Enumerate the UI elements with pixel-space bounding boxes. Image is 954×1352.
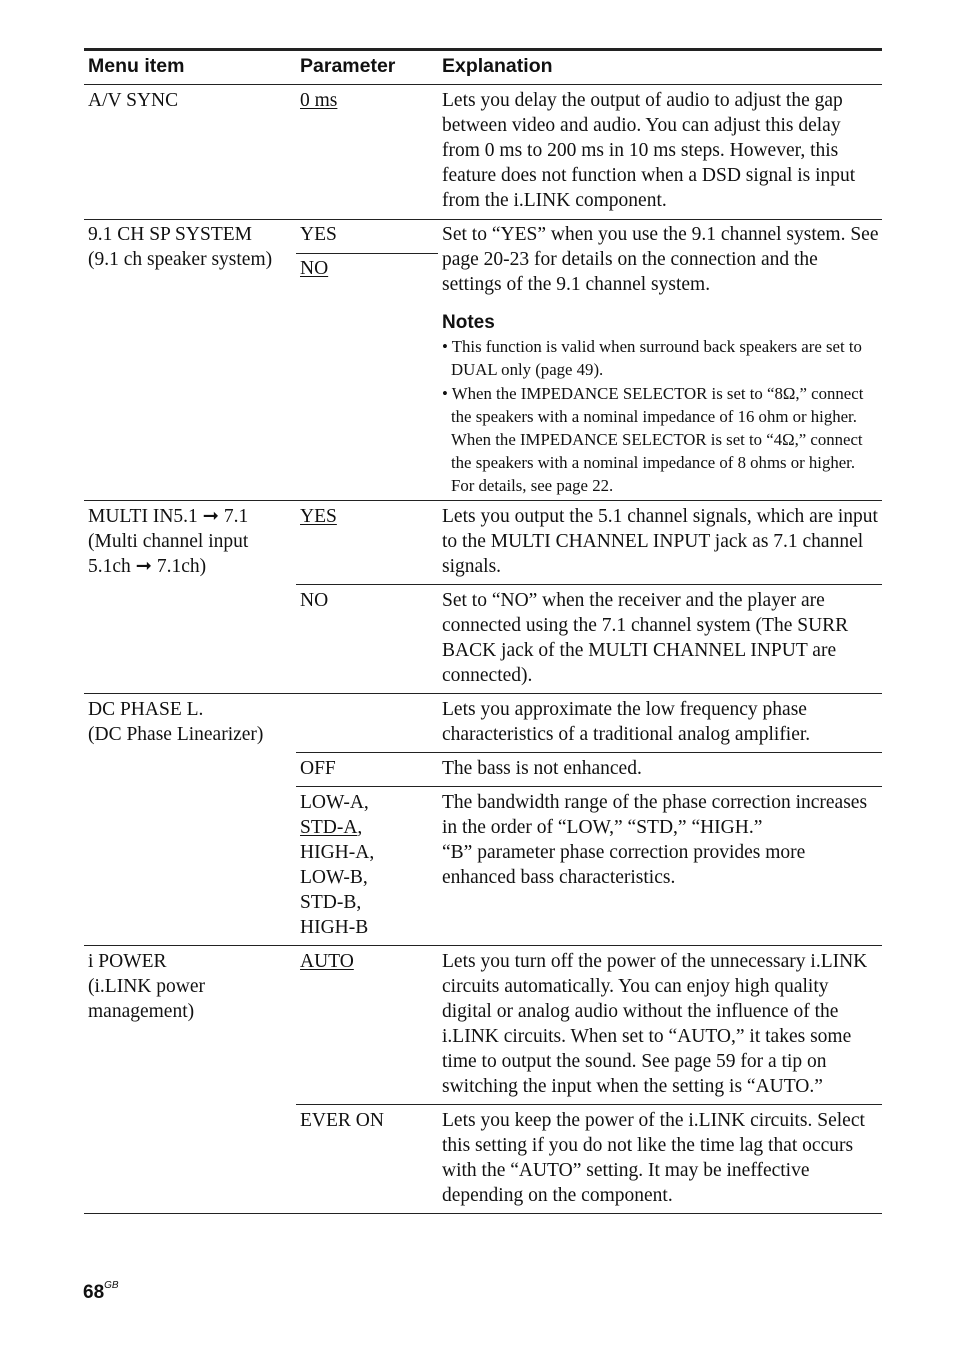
notes-heading: Notes bbox=[442, 312, 495, 333]
row-rule bbox=[296, 1104, 882, 1105]
param-list: LOW-A, STD-A, HIGH-A, LOW-B, STD-B, HIGH-B bbox=[300, 792, 375, 938]
row-rule bbox=[296, 584, 882, 585]
menu-item-91ch: 9.1 CH SP SYSTEM (9.1 ch speaker system) bbox=[88, 224, 273, 270]
explanation-ipower-auto: Lets you turn off the power of the unnecessary i.LINK circuits automatically. You can enjoy high quality digital or analog audio without the influence of the i.LINK circuits. When set to “AUTO,” it takes some time to output the sound. See page 59 for a tip on switching the input when the setting is “AUTO.” bbox=[442, 951, 868, 1097]
param-default-0ms: 0 ms bbox=[300, 90, 338, 111]
explanation-ipower-ever: Lets you keep the power of the i.LINK circuits. Select this setting if you do not like the time lag that occurs with the “AUTO” setting. It may be ineffective depending on the component. bbox=[442, 1110, 865, 1206]
explanation-multi-no: Set to “NO” when the receiver and the player are connected using the 7.1 channel system (The SURR BACK jack of the MULTI CHANNEL INPUT are connected). bbox=[442, 590, 849, 686]
param-default-no: NO bbox=[300, 258, 329, 279]
note-item: • When the IMPEDANCE SELECTOR is set to “8Ω,” connect the speakers with a nominal impedance of 16 ohm or higher. When the IMPEDANCE SELECTOR is set to “4Ω,” connect the speakers with a nominal impedance of 8 ohms or higher. For details, see page 22. bbox=[442, 384, 864, 495]
menu-item-ipower: i POWER (i.LINK power management) bbox=[88, 951, 205, 1022]
row-rule bbox=[296, 752, 882, 753]
page-suffix: GB bbox=[104, 1280, 119, 1291]
param-default-yes: YES bbox=[300, 506, 337, 527]
row-rule bbox=[296, 786, 882, 787]
row-rule bbox=[296, 253, 438, 254]
note-item: • This function is valid when surround back speakers are set to DUAL only (page 49). bbox=[442, 337, 862, 379]
param-no: NO bbox=[300, 590, 329, 611]
explanation-91ch: Set to “YES” when you use the 9.1 channel system. See page 20-23 for details on the connection and the settings of the 9.1 channel system. bbox=[442, 224, 879, 295]
menu-item-avsync: A/V SYNC bbox=[88, 90, 179, 111]
row-rule bbox=[84, 693, 882, 694]
explanation-dc-list: The bandwidth range of the phase correction increases in the order of “LOW,” “STD,” “HIGH.” “B” parameter phase correction provides more enhanced bass characteristics. bbox=[442, 792, 868, 888]
notes-list bbox=[442, 335, 882, 497]
explanation-dc-off: The bass is not enhanced. bbox=[442, 758, 642, 779]
header-menu-item: Menu item bbox=[88, 55, 185, 77]
param-ever-on: EVER ON bbox=[300, 1110, 384, 1131]
param-default-std-a: STD-A bbox=[300, 817, 358, 838]
param-off: OFF bbox=[300, 758, 336, 779]
param-yes: YES bbox=[300, 224, 337, 245]
menu-item-multi-in: MULTI IN5.1 ➞ 7.1 (Multi channel input 5.1ch ➞ 7.1ch) bbox=[88, 506, 249, 577]
header-explanation: Explanation bbox=[442, 55, 553, 77]
menu-item-dc-phase: DC PHASE L. (DC Phase Linearizer) bbox=[88, 699, 264, 745]
table-bottom-rule bbox=[84, 1213, 882, 1214]
table-top-rule bbox=[84, 48, 882, 51]
param-default-auto: AUTO bbox=[300, 951, 354, 972]
row-rule bbox=[84, 945, 882, 946]
explanation-avsync: Lets you delay the output of audio to adjust the gap between video and audio. You can adjust this delay from 0 ms to 200 ms in 10 ms steps. However, this feature does not function when a DSD signal is input from the i.LINK component. bbox=[442, 90, 856, 211]
header-bottom-rule bbox=[84, 84, 882, 85]
explanation-multi-yes: Lets you output the 5.1 channel signals, which are input to the MULTI CHANNEL INPUT jack as 7.1 channel signals. bbox=[442, 506, 878, 577]
explanation-dc-intro: Lets you approximate the low frequency phase characteristics of a traditional analog amplifier. bbox=[442, 699, 811, 745]
row-rule bbox=[84, 219, 882, 220]
page-number: $68^{GB}$ bbox=[83, 1280, 119, 1303]
header-parameter: Parameter bbox=[300, 55, 396, 77]
row-rule bbox=[84, 500, 882, 501]
